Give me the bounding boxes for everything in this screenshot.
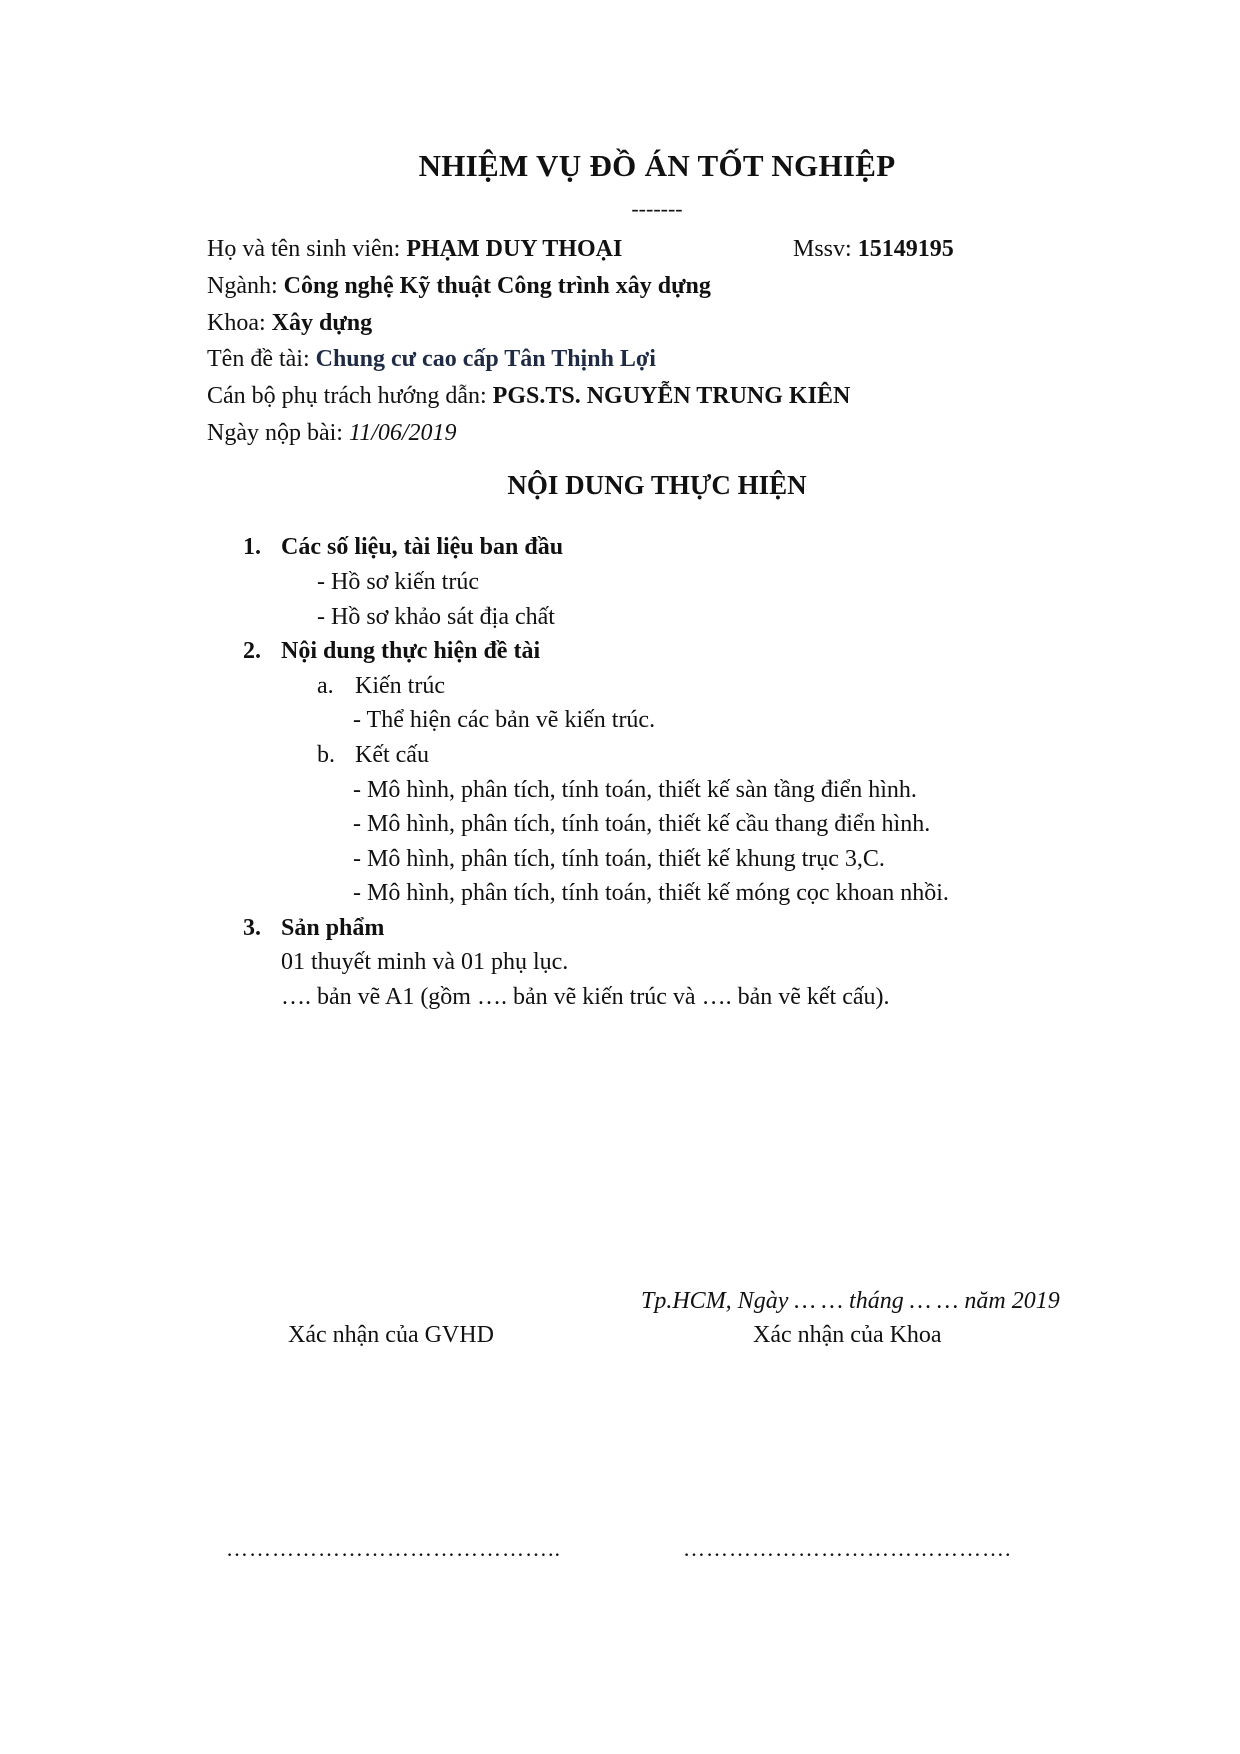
advisor-value: PGS.TS. NGUYỄN TRUNG KIÊN — [492, 383, 851, 409]
section-number: 2. — [243, 638, 261, 664]
subsection-letter: b. — [317, 742, 335, 768]
student-id-row — [793, 236, 954, 263]
submission-row — [207, 420, 457, 447]
list-item: 01 thuyết minh và 01 phụ lục. — [281, 949, 569, 975]
list-item: - Mô hình, phân tích, tính toán, thiết kế cầu thang điển hình. — [353, 811, 931, 837]
list-item: - Thể hiện các bản vẽ kiến trúc. — [353, 707, 656, 733]
major-label: Ngành: — [207, 273, 284, 299]
topic-row — [207, 346, 656, 373]
list-item: - Mô hình, phân tích, tính toán, thiết kế sàn tầng điển hình. — [353, 777, 917, 803]
section-number: 3. — [243, 915, 261, 941]
advisor-signature-line: …………………………………….. — [226, 1536, 561, 1561]
advisor-row — [207, 383, 850, 410]
list-item: - Mô hình, phân tích, tính toán, thiết kế khung trục 3,C. — [353, 846, 885, 872]
topic-value: Chung cư cao cấp Tân Thịnh Lợi — [315, 346, 656, 372]
signature-date-line: Tp.HCM, Ngày … … tháng … … năm 2019 — [641, 1288, 1060, 1314]
student-name-label: Họ và tên sinh viên: — [207, 236, 407, 262]
section-title: Sản phẩm — [281, 915, 385, 941]
subsection-letter: a. — [317, 673, 334, 699]
major-value: Công nghệ Kỹ thuật Công trình xây dựng — [283, 273, 711, 299]
advisor-confirmation-label: Xác nhận của GVHD — [288, 1322, 494, 1348]
list-item: - Hồ sơ khảo sát địa chất — [317, 604, 555, 630]
subsection-title: Kiến trúc — [355, 673, 445, 699]
topic-label: Tên đề tài: — [207, 346, 316, 372]
list-item: - Hồ sơ kiến trúc — [317, 569, 479, 595]
subsection-title: Kết cấu — [355, 742, 429, 768]
student-id: 15149195 — [857, 236, 954, 262]
submission-date: 11/06/2019 — [348, 420, 457, 446]
title-underline: ------- — [631, 196, 683, 221]
advisor-label: Cán bộ phụ trách hướng dẫn: — [207, 383, 493, 409]
section-number: 1. — [243, 534, 261, 560]
faculty-signature-line: ……………………………………. — [683, 1536, 1012, 1561]
section-title: Nội dung thực hiện đề tài — [281, 638, 541, 664]
document-title: NHIỆM VỤ ĐỒ ÁN TỐT NGHIỆP — [418, 148, 896, 183]
submission-label: Ngày nộp bài: — [207, 420, 349, 446]
list-item: …. bản vẽ A1 (gồm …. bản vẽ kiến trúc và …. bản vẽ kết cấu). — [281, 984, 890, 1010]
student-name: PHẠM DUY THOẠI — [406, 236, 623, 262]
major-row — [207, 273, 711, 300]
list-item: - Mô hình, phân tích, tính toán, thiết kế móng cọc khoan nhồi. — [353, 880, 949, 906]
faculty-label: Khoa: — [207, 310, 272, 336]
faculty-confirmation-label: Xác nhận của Khoa — [753, 1322, 942, 1348]
content-title: NỘI DUNG THỰC HIỆN — [507, 470, 807, 500]
student-name-row — [207, 236, 622, 263]
faculty-value: Xây dựng — [271, 310, 373, 336]
student-id-label: Mssv: — [793, 236, 858, 262]
section-title: Các số liệu, tài liệu ban đầu — [281, 534, 564, 560]
faculty-row — [207, 310, 372, 337]
